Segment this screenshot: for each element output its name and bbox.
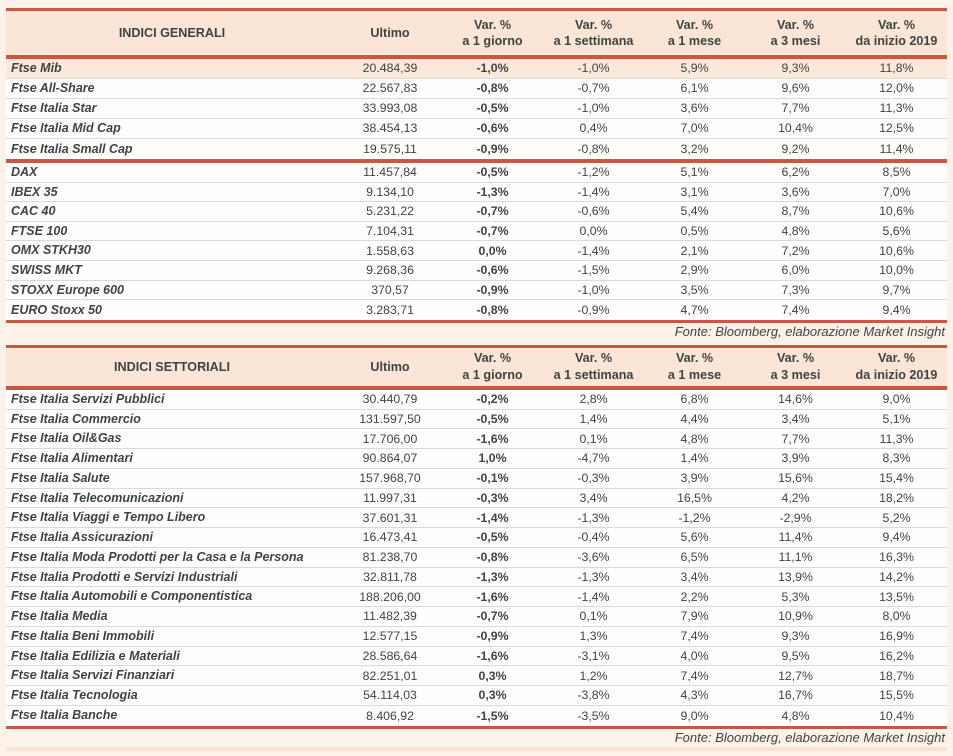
var-value: 5,6% bbox=[882, 224, 911, 238]
var-value: 6,5% bbox=[680, 550, 709, 565]
var-value: -0,7% bbox=[476, 224, 509, 238]
table-row bbox=[6, 79, 947, 99]
ultimo-value: 54.114,03 bbox=[363, 688, 417, 703]
var-value: 16,3% bbox=[879, 550, 914, 565]
var-value: 4,4% bbox=[680, 411, 709, 426]
index-name: FTSE 100 bbox=[11, 223, 68, 238]
var-value: 7,0% bbox=[680, 121, 709, 136]
table-row bbox=[6, 163, 947, 183]
ultimo-value: 5.231,22 bbox=[366, 204, 414, 219]
var-value: -1,2% bbox=[678, 510, 711, 525]
var-value: 12,5% bbox=[879, 121, 914, 136]
var-value: 0,5% bbox=[680, 224, 709, 238]
var-value: 16,5% bbox=[677, 490, 712, 505]
var-value: 12,0% bbox=[879, 81, 914, 96]
index-name: Ftse Italia Commercio bbox=[11, 411, 141, 426]
var-value: 13,5% bbox=[879, 589, 914, 604]
var-value: 9,0% bbox=[882, 392, 911, 407]
ultimo-value: 81.238,70 bbox=[362, 550, 418, 565]
index-name: STOXX Europe 600 bbox=[11, 282, 125, 297]
var-value: 14,2% bbox=[879, 569, 914, 584]
var-value: 5,6% bbox=[680, 530, 709, 545]
ultimo-value: 22.567,83 bbox=[362, 81, 418, 96]
var-value: 3,4% bbox=[781, 411, 810, 426]
var-value: -0,7% bbox=[476, 609, 509, 624]
var-value: 8,5% bbox=[882, 165, 911, 180]
var-value: -0,8% bbox=[476, 302, 509, 317]
var-value: 3,9% bbox=[781, 451, 810, 466]
ultimo-value: 28.586,64 bbox=[362, 648, 418, 663]
var-value: -1,3% bbox=[476, 569, 509, 584]
var-value: 3,6% bbox=[781, 184, 810, 199]
var-value: 10,6% bbox=[879, 243, 914, 258]
var-value: -0,1% bbox=[476, 471, 509, 486]
var-value: -0,5% bbox=[476, 101, 509, 116]
var-value: 9,4% bbox=[882, 530, 911, 545]
var-value: -1,0% bbox=[476, 61, 509, 76]
index-name: Ftse Mib bbox=[11, 61, 62, 76]
ultimo-value: 38.454,13 bbox=[362, 121, 418, 136]
var-value: 1,4% bbox=[579, 411, 608, 426]
table-row bbox=[6, 548, 947, 568]
index-name: Ftse Italia Moda Prodotti per la Casa e la Persona bbox=[11, 549, 304, 564]
ultimo-value: 11.457,84 bbox=[363, 165, 417, 180]
var-value: -0,3% bbox=[476, 490, 509, 505]
var-value: 8,7% bbox=[781, 204, 810, 219]
var-value: 0,1% bbox=[579, 431, 608, 446]
source-note: Fonte: Bloomberg, elaborazione Market Insight bbox=[674, 324, 945, 340]
var-value: 7,9% bbox=[680, 609, 709, 624]
index-name: Ftse Italia Edilizia e Materiali bbox=[11, 648, 180, 663]
column-header-var-inizio-2019: Var. % da inizio 2019 bbox=[855, 17, 938, 48]
report-sheet bbox=[6, 0, 947, 751]
index-name: Ftse Italia Tecnologia bbox=[11, 688, 138, 703]
var-value: 10,0% bbox=[879, 263, 914, 278]
index-name: Ftse Italia Servizi Finanziari bbox=[11, 668, 175, 683]
var-value: 3,5% bbox=[680, 282, 709, 297]
var-value: 3,9% bbox=[680, 471, 709, 486]
var-value: 11,3% bbox=[879, 101, 914, 116]
index-name: OMX STKH30 bbox=[11, 243, 91, 258]
var-value: 7,7% bbox=[781, 101, 810, 116]
var-value: 3,2% bbox=[680, 141, 709, 156]
var-value: -1,3% bbox=[476, 184, 509, 199]
table-row bbox=[6, 607, 947, 627]
var-value: -1,4% bbox=[577, 589, 610, 604]
index-name: CAC 40 bbox=[11, 204, 56, 219]
var-value: 12,7% bbox=[778, 668, 813, 683]
var-value: -0,9% bbox=[577, 302, 610, 317]
index-name: IBEX 35 bbox=[11, 184, 58, 199]
var-value: 0,1% bbox=[579, 609, 608, 624]
index-name: Ftse Italia Prodotti e Servizi Industriali bbox=[11, 569, 238, 584]
var-value: 5,9% bbox=[680, 61, 709, 76]
table-title-label: INDICI GENERALI bbox=[118, 25, 226, 40]
general-indices-table bbox=[6, 8, 947, 323]
var-value: 9,3% bbox=[781, 61, 810, 76]
var-value: 7,0% bbox=[882, 184, 911, 199]
index-name: DAX bbox=[11, 165, 38, 180]
var-value: -1,3% bbox=[577, 510, 610, 525]
table-row bbox=[6, 261, 947, 281]
var-value: -0,8% bbox=[476, 550, 509, 565]
var-value: 11,4% bbox=[778, 530, 813, 545]
var-value: -0,5% bbox=[476, 411, 509, 426]
var-value: 7,2% bbox=[781, 243, 810, 258]
ultimo-value: 1.558,63 bbox=[366, 243, 414, 258]
ultimo-value: 7.104,31 bbox=[366, 224, 414, 238]
var-value: 4,3% bbox=[680, 688, 709, 703]
ultimo-value: 157.968,70 bbox=[359, 471, 421, 486]
var-value: -0,5% bbox=[476, 530, 509, 545]
var-value: -0,6% bbox=[476, 121, 509, 136]
var-value: -1,2% bbox=[577, 165, 610, 180]
var-value: 10,9% bbox=[778, 609, 813, 624]
column-header-var-3-mesi: Var. % a 3 mesi bbox=[770, 351, 821, 382]
var-value: 7,4% bbox=[680, 629, 709, 644]
table-title bbox=[6, 11, 338, 55]
var-value: 3,4% bbox=[680, 569, 709, 584]
var-value: 5,1% bbox=[882, 411, 911, 426]
var-value: 11,8% bbox=[879, 61, 914, 76]
var-value: 6,8% bbox=[680, 392, 709, 407]
var-value: 18,2% bbox=[879, 490, 914, 505]
var-value: 11,3% bbox=[879, 431, 914, 446]
var-value: 9,5% bbox=[781, 648, 810, 663]
index-name: Ftse Italia Small Cap bbox=[11, 141, 133, 156]
var-value: -0,8% bbox=[577, 141, 610, 156]
var-value: 4,8% bbox=[781, 708, 810, 723]
sector-indices-table bbox=[6, 345, 947, 729]
table-row bbox=[6, 528, 947, 548]
var-value: 18,7% bbox=[879, 668, 914, 683]
ultimo-value: 11.997,31 bbox=[363, 490, 417, 505]
var-value: 15,5% bbox=[879, 688, 914, 703]
ultimo-value: 90.864,07 bbox=[362, 451, 418, 466]
var-value: 13,9% bbox=[778, 569, 813, 584]
var-value: -1,6% bbox=[476, 431, 509, 446]
table-row bbox=[6, 686, 947, 706]
ultimo-value: 82.251,01 bbox=[362, 668, 418, 683]
ultimo-value: 12.577,15 bbox=[362, 629, 418, 644]
var-value: -0,4% bbox=[577, 530, 610, 545]
var-value: -1,0% bbox=[577, 101, 610, 116]
var-value: 16,7% bbox=[778, 688, 813, 703]
table-row bbox=[6, 139, 947, 159]
var-value: 2,2% bbox=[680, 589, 709, 604]
var-value: 1,0% bbox=[478, 451, 507, 466]
var-value: 8,0% bbox=[882, 609, 911, 624]
var-value: -1,5% bbox=[476, 708, 509, 723]
ultimo-value: 19.575,11 bbox=[363, 141, 417, 156]
index-name: Ftse Italia Oil&Gas bbox=[11, 431, 122, 446]
ultimo-value: 3.283,71 bbox=[366, 302, 414, 317]
ultimo-value: 8.406,92 bbox=[366, 708, 414, 723]
column-header-var-1-mese: Var. % a 1 mese bbox=[667, 17, 722, 48]
ultimo-value: 9.134,10 bbox=[366, 184, 414, 199]
table-row bbox=[6, 241, 947, 261]
table-row bbox=[6, 183, 947, 203]
var-value: -1,3% bbox=[577, 569, 610, 584]
var-value: 5,2% bbox=[882, 510, 911, 525]
table-title-label: INDICI SETTORIALI bbox=[114, 359, 230, 374]
source-note: Fonte: Bloomberg, elaborazione Market Insight bbox=[674, 730, 945, 745]
ultimo-value: 9.268,36 bbox=[366, 263, 414, 278]
var-value: 1,4% bbox=[680, 451, 709, 466]
var-value: 0,3% bbox=[478, 688, 507, 703]
var-value: 6,2% bbox=[781, 165, 810, 180]
table-row bbox=[6, 469, 947, 489]
table-row bbox=[6, 300, 947, 320]
var-value: 4,8% bbox=[680, 431, 709, 446]
index-name: Ftse Italia Automobili e Componentistica bbox=[11, 589, 253, 604]
table-row bbox=[6, 508, 947, 528]
bottom-margin-strip bbox=[6, 747, 947, 751]
var-value: 2,8% bbox=[579, 392, 608, 407]
var-value: 7,4% bbox=[781, 302, 810, 317]
var-value: -1,0% bbox=[577, 61, 610, 76]
var-value: 5,3% bbox=[781, 589, 810, 604]
var-value: 9,4% bbox=[882, 302, 911, 317]
var-value: 6,0% bbox=[781, 263, 810, 278]
var-value: 9,7% bbox=[882, 282, 911, 297]
var-value: -1,4% bbox=[476, 510, 509, 525]
table-row bbox=[6, 202, 947, 222]
index-name: Ftse Italia Beni Immobili bbox=[11, 628, 155, 643]
table-row bbox=[6, 59, 947, 79]
var-value: 4,8% bbox=[781, 224, 810, 238]
var-value: -0,6% bbox=[476, 263, 509, 278]
var-value: 10,6% bbox=[879, 204, 914, 219]
var-value: 4,2% bbox=[781, 490, 810, 505]
var-value: -0,2% bbox=[476, 392, 509, 407]
index-name: Ftse Italia Telecomunicazioni bbox=[11, 490, 184, 505]
var-value: 16,9% bbox=[879, 629, 914, 644]
var-value: -3,6% bbox=[577, 550, 610, 565]
var-value: -3,1% bbox=[577, 648, 610, 663]
var-value: 9,2% bbox=[781, 141, 810, 156]
var-value: 9,3% bbox=[781, 629, 810, 644]
ultimo-value: 16.473,41 bbox=[362, 530, 418, 545]
var-value: 16,2% bbox=[879, 648, 914, 663]
index-name: Ftse Italia Banche bbox=[11, 708, 118, 723]
var-value: -0,8% bbox=[476, 81, 509, 96]
column-header-var-1-mese: Var. % a 1 mese bbox=[667, 351, 722, 382]
var-value: 15,4% bbox=[879, 471, 914, 486]
ultimo-value: 188.206,00 bbox=[359, 589, 421, 604]
var-value: -0,9% bbox=[476, 282, 509, 297]
var-value: -0,6% bbox=[577, 204, 610, 219]
index-name: Ftse All-Share bbox=[11, 81, 95, 96]
var-value: -1,4% bbox=[577, 184, 610, 199]
table-row bbox=[6, 647, 947, 667]
table-row bbox=[6, 706, 947, 726]
ultimo-value: 37.601,31 bbox=[362, 510, 418, 525]
index-name: Ftse Italia Servizi Pubblici bbox=[11, 391, 165, 406]
table-row bbox=[6, 99, 947, 119]
var-value: 3,4% bbox=[579, 490, 608, 505]
var-value: 3,6% bbox=[680, 101, 709, 116]
ultimo-value: 20.484,39 bbox=[362, 61, 418, 76]
ultimo-value: 33.993,08 bbox=[362, 101, 418, 116]
index-name: Ftse Italia Star bbox=[11, 101, 97, 116]
var-value: -0,9% bbox=[476, 141, 509, 156]
sector-indices-rows bbox=[6, 390, 947, 726]
var-value: 7,7% bbox=[781, 431, 810, 446]
table-row bbox=[6, 627, 947, 647]
var-value: -1,6% bbox=[476, 589, 509, 604]
var-value: 0,3% bbox=[478, 668, 507, 683]
var-value: 6,1% bbox=[680, 81, 709, 96]
table-row bbox=[6, 390, 947, 410]
ultimo-value: 30.440,79 bbox=[362, 392, 418, 407]
var-value: 9,6% bbox=[781, 81, 810, 96]
var-value: 15,6% bbox=[778, 471, 813, 486]
var-value: 11,1% bbox=[778, 550, 813, 565]
var-value: 0,4% bbox=[579, 121, 608, 136]
var-value: 2,1% bbox=[680, 243, 709, 258]
ultimo-value: 131.597,50 bbox=[359, 411, 421, 426]
var-value: -2,9% bbox=[779, 510, 812, 525]
index-name: Ftse Italia Mid Cap bbox=[11, 121, 121, 136]
var-value: -0,5% bbox=[476, 165, 509, 180]
var-value: 0,0% bbox=[478, 243, 507, 258]
var-value: -3,8% bbox=[577, 688, 610, 703]
index-name: EURO Stoxx 50 bbox=[11, 302, 103, 317]
var-value: -1,0% bbox=[577, 282, 610, 297]
var-value: 2,9% bbox=[680, 263, 709, 278]
var-value: -1,5% bbox=[577, 263, 610, 278]
index-name: SWISS MKT bbox=[11, 263, 82, 278]
ultimo-value: 370,57 bbox=[371, 282, 409, 297]
var-value: 3,1% bbox=[680, 184, 709, 199]
table-row bbox=[6, 429, 947, 449]
column-header-var-3-mesi: Var. % a 3 mesi bbox=[770, 17, 821, 48]
var-value: 10,4% bbox=[879, 708, 914, 723]
column-header-var-inizio-2019: Var. % da inizio 2019 bbox=[855, 351, 938, 382]
table-row bbox=[6, 666, 947, 686]
index-name: Ftse Italia Salute bbox=[11, 470, 110, 485]
var-value: 10,4% bbox=[778, 121, 813, 136]
sector-indices-header bbox=[6, 348, 947, 386]
var-value: -0,7% bbox=[577, 81, 610, 96]
column-header-ultimo: Ultimo bbox=[370, 25, 410, 40]
var-value: 8,3% bbox=[882, 451, 911, 466]
table-row bbox=[6, 489, 947, 509]
var-value: -0,3% bbox=[577, 471, 610, 486]
var-value: 1,2% bbox=[579, 668, 608, 683]
ultimo-value: 11.482,39 bbox=[363, 609, 417, 624]
var-value: 14,6% bbox=[778, 392, 813, 407]
column-header-var-1-giorno: Var. % a 1 giorno bbox=[462, 17, 523, 48]
table-row bbox=[6, 587, 947, 607]
column-header-var-1-settimana: Var. % a 1 settimana bbox=[553, 17, 634, 48]
ultimo-value: 32.811,78 bbox=[363, 569, 417, 584]
index-name: Ftse Italia Alimentari bbox=[11, 451, 133, 466]
general-indices-header bbox=[6, 11, 947, 55]
general-indices-rows bbox=[6, 59, 947, 320]
table-row bbox=[6, 449, 947, 469]
var-value: -4,7% bbox=[577, 451, 610, 466]
var-value: -1,4% bbox=[577, 243, 610, 258]
ultimo-value: 17.706,00 bbox=[362, 431, 418, 446]
table-row bbox=[6, 281, 947, 301]
index-name: Ftse Italia Viaggi e Tempo Libero bbox=[11, 510, 206, 525]
index-name: Ftse Italia Assicurazioni bbox=[11, 530, 153, 545]
var-value: 7,4% bbox=[680, 668, 709, 683]
var-value: 1,3% bbox=[579, 629, 608, 644]
var-value: 4,7% bbox=[680, 302, 709, 317]
column-header-var-1-giorno: Var. % a 1 giorno bbox=[462, 351, 523, 382]
table-row bbox=[6, 222, 947, 242]
table-row bbox=[6, 568, 947, 588]
index-name: Ftse Italia Media bbox=[11, 609, 108, 624]
table-row bbox=[6, 119, 947, 139]
var-value: 9,0% bbox=[680, 708, 709, 723]
table-row bbox=[6, 410, 947, 430]
var-value: 7,3% bbox=[781, 282, 810, 297]
var-value: 4,0% bbox=[680, 648, 709, 663]
var-value: -0,7% bbox=[476, 204, 509, 219]
column-header-ultimo: Ultimo bbox=[370, 359, 410, 374]
var-value: 5,1% bbox=[680, 165, 709, 180]
column-header-var-1-settimana: Var. % a 1 settimana bbox=[553, 351, 634, 382]
var-value: -0,9% bbox=[476, 629, 509, 644]
table-title bbox=[6, 348, 338, 386]
var-value: 5,4% bbox=[680, 204, 709, 219]
var-value: -3,5% bbox=[577, 708, 610, 723]
var-value: 0,0% bbox=[579, 224, 608, 238]
var-value: -1,6% bbox=[476, 648, 509, 663]
var-value: 11,4% bbox=[879, 141, 914, 156]
